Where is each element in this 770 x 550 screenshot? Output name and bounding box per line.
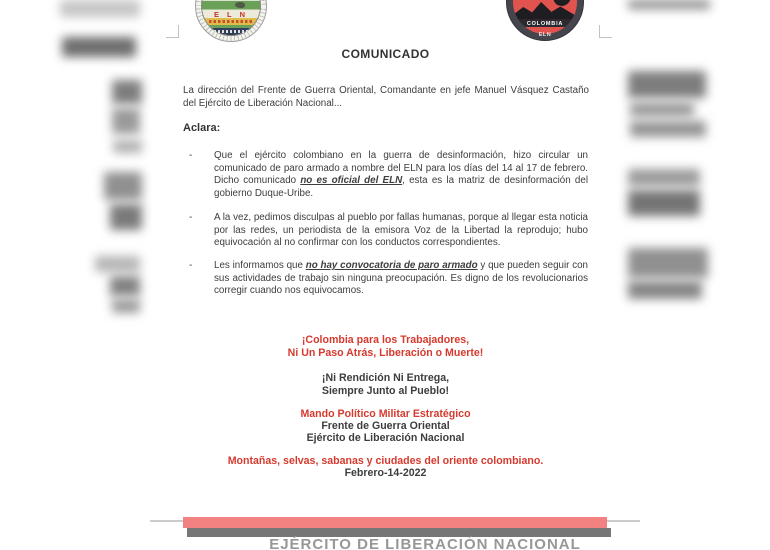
footer-banner-text: EJÉRCITO DE LIBERACIÓN NACIONAL bbox=[269, 536, 581, 550]
eln-colombia-emblem-art bbox=[513, 0, 577, 34]
closing-line: Montañas, selvas, sabanas y ciudades del oriente colombiano. bbox=[227, 455, 544, 467]
blurred-fragment bbox=[104, 172, 142, 200]
bullet-text-pre: A la vez, pedimos disculpas al pueblo por fallas humanas, porque al llegar esta noticia por las redes, un periodista de la emisora Voz de la Libertad la reprodujo; hubo equivocación al no confirmar con los conductos correspondientes. bbox=[214, 212, 588, 249]
bullet-item bbox=[183, 260, 588, 298]
blurred-fragment bbox=[628, 248, 708, 278]
blurred-fragment bbox=[112, 108, 140, 134]
emblem-banner bbox=[209, 20, 252, 24]
eln-letters: E L N bbox=[213, 10, 249, 20]
slogan-black-line2: Siempre Junto al Pueblo! bbox=[321, 385, 450, 397]
bullet-item bbox=[183, 212, 588, 250]
blurred-fragment bbox=[60, 0, 140, 17]
condor-icon bbox=[235, 2, 245, 8]
blurred-fragment bbox=[110, 276, 140, 296]
footer-red-bar bbox=[183, 517, 607, 528]
bullet-text-pre: Les informamos que bbox=[214, 260, 306, 271]
south-america-silhouette-icon bbox=[552, 0, 572, 7]
eln-colombia-emblem bbox=[506, 0, 584, 41]
blurred-fragment bbox=[62, 37, 136, 57]
bullet-item bbox=[183, 150, 588, 200]
blurred-fragment bbox=[628, 71, 706, 98]
colombia-label: COLOMBIA bbox=[513, 20, 577, 27]
bullet-text-emphasis: no es oficial del ELN bbox=[300, 175, 403, 187]
blurred-fragment bbox=[95, 256, 140, 272]
eln-ring-label: ELN bbox=[538, 32, 552, 38]
bullet-text-pre: Que el ejército colombiano en la guerra de desinformación, hizo circular un comunicado de paro armado a nombre del ELN para los días del 14 al 17 de febrero. Dicho comunicado bbox=[214, 150, 588, 187]
bullet-text-post: y que pueden seguir con sus actividades de trabajo sin ninguna preocupación. Es digno de los revolucionarios corregir cuando nos equivocamos. bbox=[214, 260, 588, 297]
bullet-dash: - bbox=[189, 260, 193, 271]
slogan-red-line1: ¡Colombia para los Trabajadores, bbox=[301, 334, 470, 346]
bullet-text bbox=[214, 260, 588, 298]
emblem-bottom-band bbox=[214, 30, 248, 33]
blurred-fragment bbox=[112, 80, 142, 104]
slogan-black-line1: ¡Ni Rendición Ni Entrega, bbox=[321, 372, 450, 384]
intro-paragraph: La dirección del Frente de Guerra Oriental, Comandante en jefe Manuel Vásquez Castaño del Ejército de Liberación Nacional... bbox=[183, 85, 589, 109]
slogan-red bbox=[183, 334, 588, 360]
blurred-fragment bbox=[628, 190, 700, 216]
bullet-text bbox=[214, 150, 588, 200]
eln-oriental-front-emblem bbox=[195, 0, 267, 42]
signature-command: Mando Político Militar Estratégico bbox=[300, 408, 471, 420]
edge-line-bottom-right bbox=[606, 520, 640, 522]
corner-mark-top-left bbox=[166, 25, 179, 38]
eln-oriental-front-emblem-art bbox=[201, 0, 261, 36]
bullet-text-post: , esta es la matriz de desinformación del gobierno Duque-Uribe. bbox=[214, 175, 589, 199]
aclara-heading: Aclara: bbox=[183, 122, 221, 134]
slogan-red-line2: Ni Un Paso Atrás, Liberación o Muerte! bbox=[287, 347, 484, 359]
blurred-fragment bbox=[113, 140, 142, 153]
signature-front: Frente de Guerra Oriental bbox=[321, 420, 450, 432]
bullet-dash: - bbox=[189, 212, 193, 223]
corner-mark-top-right bbox=[599, 25, 612, 38]
blurred-fragment bbox=[630, 102, 694, 117]
document-title: COMUNICADO bbox=[341, 47, 430, 61]
blurred-fragment bbox=[628, 0, 710, 9]
bullet-text-emphasis: no hay convocatoria de paro armado bbox=[305, 260, 478, 271]
slogan-black bbox=[183, 372, 588, 398]
edge-line-bottom-left bbox=[150, 520, 183, 522]
document-date: Febrero-14-2022 bbox=[344, 467, 427, 479]
blurred-fragment bbox=[630, 121, 706, 137]
bullet-dash: - bbox=[189, 150, 193, 161]
blurred-fragment bbox=[112, 299, 140, 313]
blurred-fragment bbox=[110, 204, 142, 230]
mountains-icon bbox=[513, 2, 577, 20]
blurred-fragment bbox=[628, 169, 700, 186]
blurred-fragment bbox=[628, 281, 702, 299]
signature-army: Ejército de Liberación Nacional bbox=[306, 432, 465, 444]
bullet-text bbox=[214, 212, 588, 250]
